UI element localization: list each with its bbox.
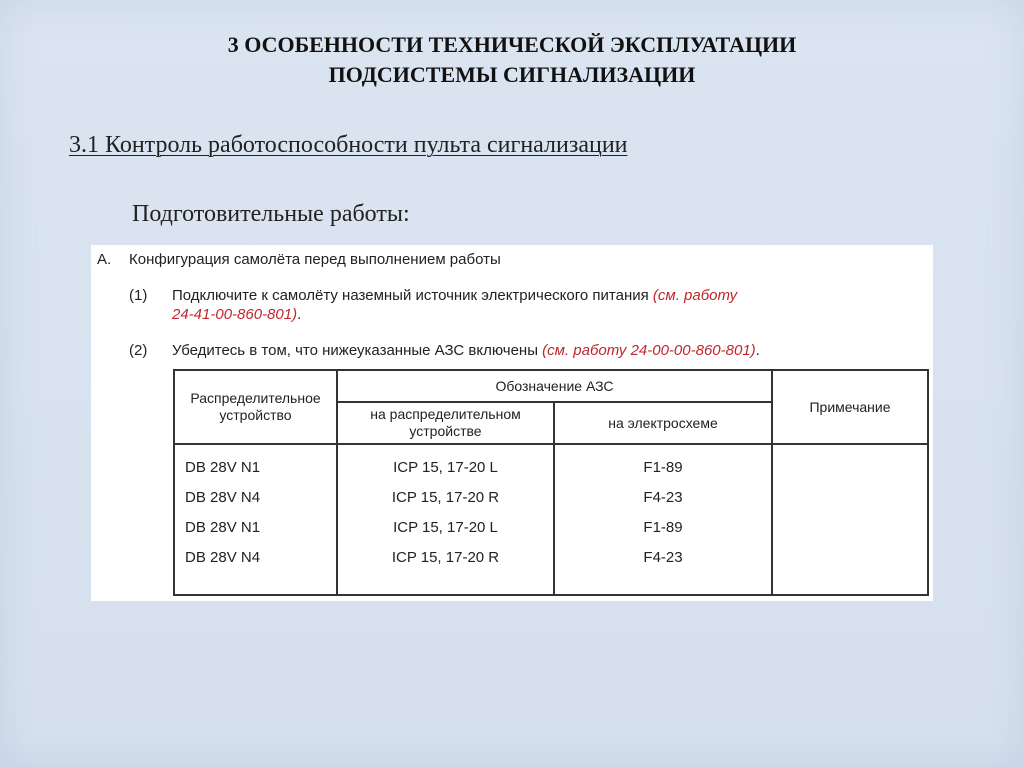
- table-cell-on-scheme: F4-23: [643, 489, 683, 506]
- header-note: Примечание: [772, 370, 928, 444]
- slide-title: [0, 30, 1024, 90]
- item-2-number: (2): [129, 342, 148, 359]
- item-2-ref: (см. работу 24-00-00-860-801): [542, 342, 756, 359]
- table-cell-device: DB 28V N1: [185, 459, 261, 476]
- header-on-device: на распределительном устройстве: [337, 402, 554, 444]
- table-body-row: [174, 444, 928, 595]
- note-column: [772, 444, 928, 595]
- table-cell-on-scheme: F1-89: [643, 519, 683, 536]
- item-1-number: (1): [129, 287, 148, 304]
- preparatory-works-label: Подготовительные работы:: [132, 201, 410, 227]
- on-scheme-column: [554, 444, 772, 595]
- table-cell-note: [783, 513, 921, 543]
- on-device-column: [337, 444, 554, 595]
- item-1-text-body: Подключите к самолёту наземный источник электрического питания: [172, 287, 649, 304]
- table-cell-on-device: ICP 15, 17-20 L: [393, 459, 498, 476]
- item-2-text-body: Убедитесь в том, что нижеуказанные АЗС включены: [172, 342, 538, 359]
- slide-title-line-2: ПОДСИСТЕМЫ СИГНАЛИЗАЦИИ: [328, 62, 696, 87]
- table-cell-note: [783, 483, 921, 513]
- table-cell-note: [783, 543, 921, 573]
- table-cell-note: [783, 453, 921, 483]
- circuit-breaker-table: [173, 369, 929, 596]
- table-cell-on-device: ICP 15, 17-20 R: [391, 549, 500, 566]
- item-1-ref-part-2: 24-41-00-860-801): [172, 306, 298, 323]
- item-1-ref-part-1: (см. работу: [652, 287, 738, 304]
- section-a-letter: А.: [97, 251, 112, 268]
- header-on-scheme: на электросхеме: [554, 402, 772, 444]
- item-1-text: [172, 286, 737, 305]
- table-cell-device: DB 28V N4: [185, 489, 261, 506]
- section-subtitle: 3.1 Контроль работоспособности пульта сигнализации: [69, 132, 628, 158]
- item-2-text: [172, 341, 760, 360]
- table-cell-on-scheme: F1-89: [643, 459, 683, 476]
- document-excerpt: [91, 245, 933, 601]
- item-1-text-cont: [172, 305, 301, 324]
- slide-title-line-1: 3 ОСОБЕННОСТИ ТЕХНИЧЕСКОЙ ЭКСПЛУАТАЦИИ: [227, 32, 797, 57]
- table-cell-device: DB 28V N4: [185, 549, 261, 566]
- header-designation: Обозначение АЗС: [337, 370, 772, 402]
- table-cell-on-scheme: F4-23: [643, 549, 683, 566]
- table-cell-device: DB 28V N1: [185, 519, 261, 536]
- section-a-title: Конфигурация самолёта перед выполнением работы: [129, 251, 501, 268]
- item-1-tail: .: [297, 306, 302, 323]
- header-device: Распределительное устройство: [174, 370, 337, 444]
- item-2-tail: .: [755, 342, 760, 359]
- table-cell-on-device: ICP 15, 17-20 R: [391, 489, 500, 506]
- table-cell-on-device: ICP 15, 17-20 L: [393, 519, 498, 536]
- device-column: [174, 444, 337, 595]
